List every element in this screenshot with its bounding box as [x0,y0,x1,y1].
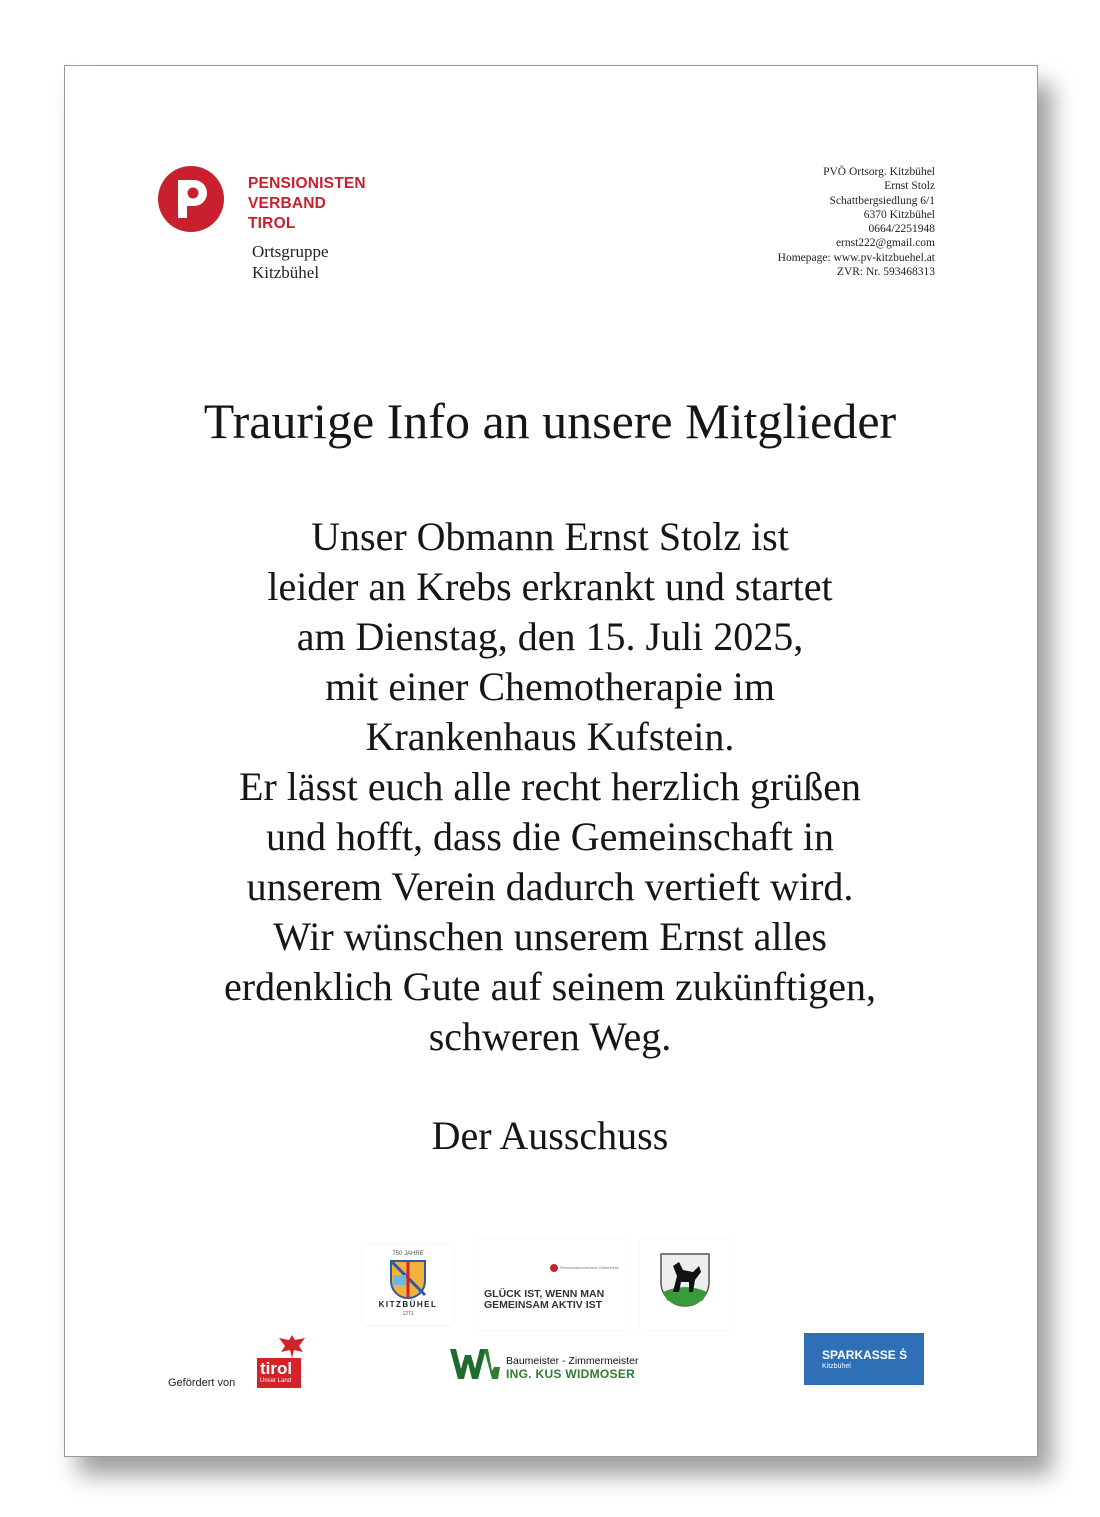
body-line: unserem Verein dadurch vertieft wird. [246,864,854,909]
kw-monogram-icon [448,1347,502,1381]
glueck-slogan-logo [478,1240,628,1330]
body-line: leider an Krebs erkrankt und startet [267,564,833,609]
contact-block [778,165,935,279]
body-line: schweren Weg. [428,1014,672,1059]
p-logo-icon [158,166,224,232]
contact-line: Schattbergsiedlung 6/1 [829,194,935,207]
page-title: Traurige Info an unsere Mitglieder [203,393,897,449]
trade-label: Baumeister - Zimmermeister [506,1355,639,1367]
org-name-line: PENSIONISTEN [248,175,366,192]
signature: Der Ausschuss [431,1113,669,1158]
org-name [248,174,393,234]
org-name-line: VERBAND [248,195,327,212]
local-group [252,241,328,283]
contact-homepage: Homepage: www.pv-kitzbuehel.at [777,251,935,264]
anniversary-label: 750 JAHRE [392,1251,424,1257]
contact-line: 0664/2251948 [868,223,935,236]
land-tirol-logo [165,1330,330,1395]
contact-line: ZVR: Nr. 593468313 [836,266,935,279]
founding-year: 1271 [402,1311,414,1317]
tirol-eagle-icon [277,1332,307,1360]
town-crest [640,1240,730,1330]
pvoe-small-label: Pensionistenverband Österreichs [560,1265,619,1270]
body-line: mit einer Chemotherapie im [325,664,775,709]
body-line: und hofft, dass die Gemeinschaft in [265,814,835,859]
slogan-line: GLÜCK IST, WENN MAN [484,1288,605,1300]
announcement-body [64,512,1036,1062]
kitzbuehel-wordmark: KITZBÜHEL [378,1300,438,1309]
contact-line: PVÖ Ortsorg. Kitzbühel [823,166,935,178]
slogan-line: GEMEINSAM AKTIV IST [484,1299,603,1311]
sparkasse-branch: Kitzbühel [822,1363,851,1370]
funded-by-label: Gefördert von [168,1377,236,1389]
body-line: erdenklich Gute auf seinem zukünftigen, [224,964,876,1009]
body-line: Er lässt euch alle recht herzlich grüßen [239,764,861,809]
kitzbuehel-crest-icon [389,1259,427,1299]
chamois-crest-icon [659,1252,711,1310]
body-line: Unser Obmann Ernst Stolz ist [311,514,789,559]
org-name-line: TIROL [248,215,296,232]
unser-land-label: Unser Land [260,1378,292,1384]
company-name: ING. KUS WIDMOSER [506,1367,636,1381]
sparkasse-wordmark [822,1348,907,1362]
contact-line: Ernst Stolz [884,180,935,193]
sparkasse-s-icon: Ṡ [899,1348,908,1362]
local-group-line: Ortsgruppe [252,242,329,261]
contact-line: 6370 Kitzbühel [863,208,935,221]
body-line: am Dienstag, den 15. Juli 2025, [296,614,804,659]
kitzbuehel-750-logo [363,1245,453,1325]
sparkasse-logo [804,1333,924,1385]
pensionisten-verband-logo [158,166,388,286]
tirol-red-badge [257,1358,301,1388]
local-group-line: Kitzbühel [252,263,320,282]
contact-email: ernst222@gmail.com [835,237,935,250]
tirol-wordmark: tirol [260,1359,293,1378]
sparkasse-name: SPARKASSE [822,1348,896,1362]
widmoser-logo [448,1345,663,1385]
pvoe-mark-icon [550,1264,558,1272]
body-line: Wir wünschen unserem Ernst alles [273,914,827,959]
body-line: Krankenhaus Kufstein. [365,714,735,759]
